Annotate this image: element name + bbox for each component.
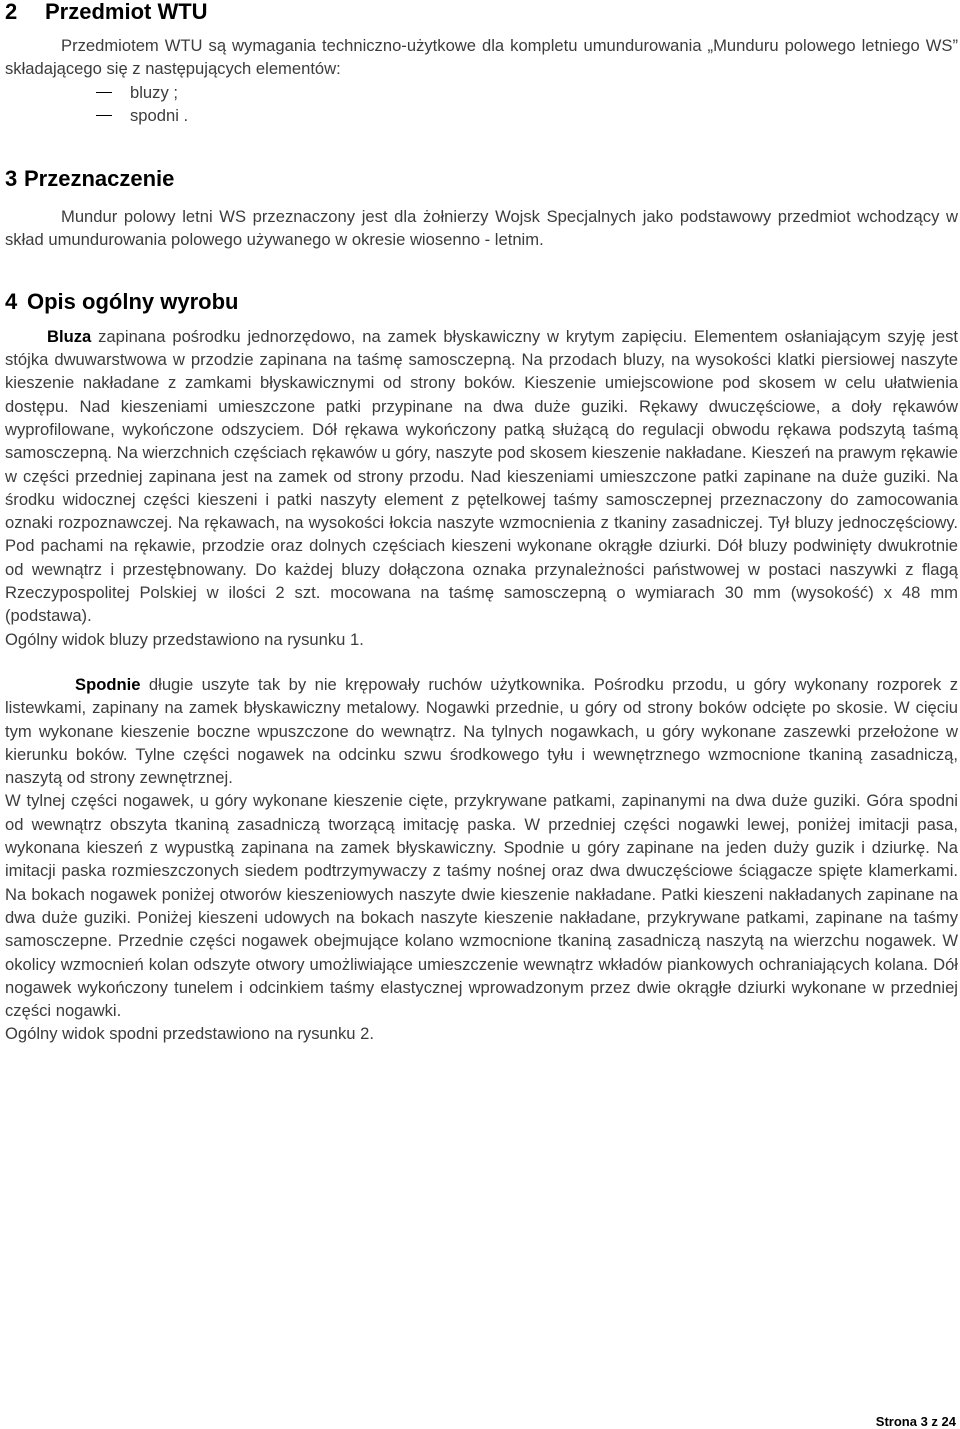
spodnie-figure-note: Ogólny widok spodni przedstawiono na rysunku 2.	[5, 1024, 374, 1044]
spodnie-description	[5, 673, 958, 789]
section-2-heading	[5, 0, 958, 24]
dash-icon	[96, 92, 112, 94]
section-2-number: 2	[5, 0, 18, 24]
section-3-text: Mundur polowy letni WS przeznaczony jest dla żołnierzy Wojsk Specjalnych jako podstawowy przedmiot wchodzący w skład umundurowania polowego używanego w okresie wiosenno - letnim.	[5, 207, 958, 250]
section-4-heading	[5, 290, 958, 314]
section-4-title: Opis ogólny wyrobu	[27, 288, 239, 314]
list-item-text: spodni .	[130, 105, 189, 125]
document-page	[5, 0, 958, 1046]
spodnie-lead: Spodnie	[75, 674, 141, 694]
list-item	[5, 104, 958, 127]
section-2-intro: Przedmiotem WTU są wymagania techniczno-użytkowe dla kompletu umundurowania „Munduru polowego letniego WS” składającego się z następujących elementów:	[5, 36, 958, 79]
section-2-title: Przedmiot WTU	[45, 0, 208, 24]
spodnie-text: długie uszyte tak by nie krępowały ruchów użytkownika. Pośrodku przodu, u góry wykonany rozporek z listewkami, zapinany na zamek błyskawiczny metalowy. Nogawki przednie, u góry od strony boków odcięte po skosie. W cięciu tym wykonane kieszenie boczne wpuszczone do wewnątrz. Na tylnych nogawkach, u góry wykonane zaszewki przełożone w kierunku boków. Tylne części nogawek na odcinku szwu środkowego tyłu i wewnętrznego wzmocnione tkaniną zasadniczą, naszytą od strony zewnętrznej.	[5, 674, 958, 788]
spodnie-description-continued: W tylnej części nogawek, u góry wykonane kieszenie cięte, przykrywane patkami, zapinanymi na dwa duże guziki. Góra spodni od wewnątrz obszyta tkaniną zasadniczą tworzącą imitację paska. W przedniej części nogawki lewej, poniżej imitacji pasa, wykonana kieszeń z wypustką zapinana na zamek błyskawiczny. Spodnie u góry zapinane na jeden duży guzik i dziurkę. Na imitacji paska rozmieszczonych siedem podtrzymywaczy z taśmy nośnej oraz dwa dwuczęściowe ściągacze spięte klamerkami. Na bokach nogawek poniżej otworów kieszeniowych naszyte dwie kieszenie nakładane. Patki kieszeni nakładanych zapinane na dwa duże guziki. Poniżej kieszeni udowych na bokach naszyte kieszenie nakładane, przykrywane patkami, zapinane na taśmy samosczepne. Przednie części nogawek obejmujące kolano wzmocnione tkaniną zasadniczą naszytą na wierzchu nogawek. W okolicy wzmocnień kolan odszyte otwory umożliwiające umieszczenie wewnątrz wkładów piankowych ochraniających kolana. Dół nogawek wykończony tunelem i odcinkiem taśmy elastycznej wprowadzonym przez dwie okrągłe dziurki wykonane w przedniej części nogawki.	[5, 791, 958, 1021]
list-item-text: bluzy ;	[130, 82, 178, 102]
section-4-number: 4	[5, 288, 18, 314]
bluza-figure-note: Ogólny widok bluzy przedstawiono na rysunku 1.	[5, 629, 364, 649]
bluza-text: zapinana pośrodku jednorzędowo, na zamek błyskawiczny w krytym zapięciu. Elementem osłaniającym szyję jest stójka dwuwarstwowa w przodzie zapinana na taśmę samosczepną. Na przodach bluzy, na wysokości klatki piersiowej naszyte kieszenie nakładane z zamkami błyskawicznymi od strony boków. Kieszenie umiejscowione pod skosem w celu ułatwienia dostępu. Nad kieszeniami umieszczone patki przypinane na dwa duże guziki. Rękawy dwuczęściowe, a doły rękawów wyprofilowane, wykończone odszyciem. Dół rękawa wykończony patką służącą do regulacji obwodu rękawa podszytą taśmą samosczepną. Na wierzchnich częściach rękawów u góry, naszyte pod skosem kieszenie nakładane. Kieszeń na prawym rękawie w części przedniej zapinana jest na zamek od strony przodu. Nad kieszeniami umieszczone patki zapinane na duże guziki. Na środku widocznej części kieszeni i patki naszyty element z pętelkowej taśmy samosczepnej przeznaczony do zamocowania oznaki rozpoznawczej. Na rękawach, na wysokości łokcia naszyte wzmocnienia z tkaniny zasadniczej. Tył bluzy jednoczęściowy. Pod pachami na rękawie, przodzie oraz dolnych częściach kieszeni wykonane okrągłe dziurki. Dół bluzy podwinięty dwukrotnie od wewnątrz i przestębnowany. Do każdej bluzy dołączona oznaka przynależności państwowej w postaci naszywki z flagą Rzeczypospolitej Polskiej w ilości 2 szt. mocowana na taśmę samosczepną o wymiarach 30 mm (wysokość) x 48 mm (podstawa).	[5, 326, 958, 626]
dash-icon	[96, 115, 112, 117]
list-item	[5, 81, 958, 104]
section-3-title: Przeznaczenie	[24, 166, 175, 192]
section-3-heading	[5, 167, 958, 191]
section-3-number: 3	[5, 166, 18, 192]
page-number: Strona 3 z 24	[875, 1414, 956, 1429]
element-list	[5, 81, 958, 128]
bluza-lead: Bluza	[47, 326, 92, 346]
bluza-description	[5, 325, 958, 628]
